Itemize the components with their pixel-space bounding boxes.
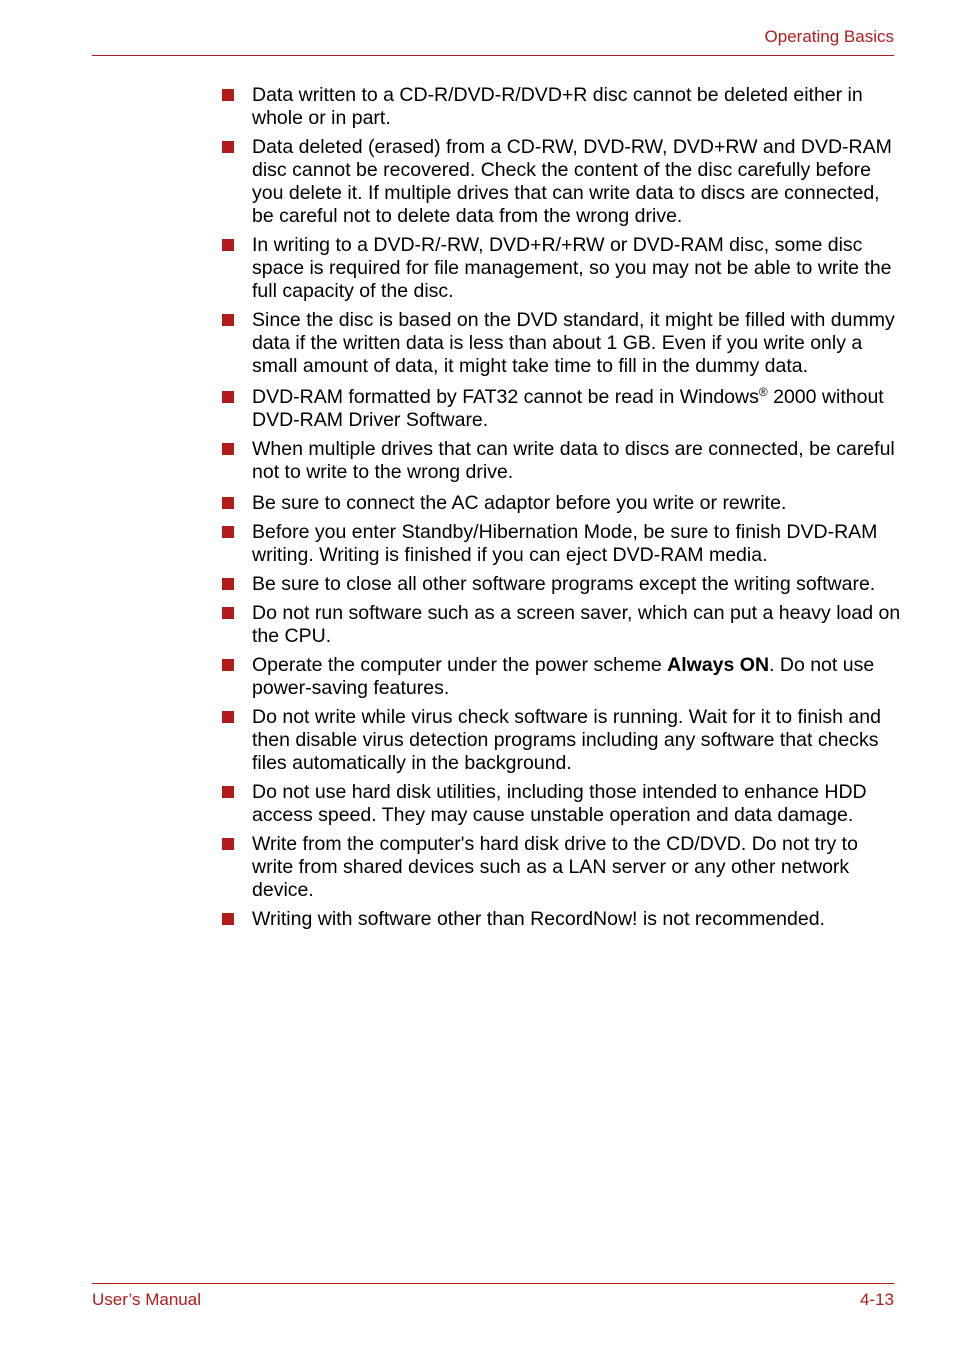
notes-bullet-list <box>222 84 902 937</box>
square-bullet-icon <box>222 89 234 101</box>
square-bullet-icon <box>222 314 234 326</box>
bullet-item <box>222 573 902 596</box>
bullet-text: In writing to a DVD-R/-RW, DVD+R/+RW or DVD-RAM disc, some disc space is required for file management, so you may not be able to write the full capacity of the disc. <box>252 234 892 302</box>
bullet-item <box>222 84 902 130</box>
square-bullet-icon <box>222 913 234 925</box>
bullet-text: Do not use hard disk utilities, including those intended to enhance HDD access speed. They may cause unstable operation and data damage. <box>252 781 867 826</box>
bullet-item <box>222 781 902 827</box>
square-bullet-icon <box>222 659 234 671</box>
square-bullet-icon <box>222 497 234 509</box>
footer-page-number: 4-13 <box>859 1290 894 1309</box>
bullet-text: Before you enter Standby/Hibernation Mode, be sure to finish DVD-RAM writing. Writing is finished if you can eject DVD-RAM media. <box>252 521 878 566</box>
square-bullet-icon <box>222 838 234 850</box>
page-header-title: Operating Basics <box>764 27 894 46</box>
bullet-item <box>222 438 902 484</box>
bullet-text: Since the disc is based on the DVD standard, it might be filled with dummy data if the written data is less than about 1 GB. Even if you write only a small amount of data, it might take time to fill in the dummy data. <box>252 309 895 377</box>
square-bullet-icon <box>222 443 234 455</box>
square-bullet-icon <box>222 526 234 538</box>
bullet-text: Be sure to close all other software programs except the writing software. <box>252 573 876 595</box>
bullet-item <box>222 309 902 378</box>
registered-mark: ® <box>758 385 768 399</box>
footer-manual-title: User’s Manual <box>92 1290 201 1309</box>
bullet-text: When multiple drives that can write data to discs are connected, be careful not to write to the wrong drive. <box>252 438 895 483</box>
square-bullet-icon <box>222 141 234 153</box>
square-bullet-icon <box>222 711 234 723</box>
bullet-text: Be sure to connect the AC adaptor before you write or rewrite. <box>252 492 787 514</box>
bullet-item <box>222 136 902 228</box>
square-bullet-icon <box>222 239 234 251</box>
square-bullet-icon <box>222 786 234 798</box>
bullet-text: Data deleted (erased) from a CD-RW, DVD-RW, DVD+RW and DVD-RAM disc cannot be recovered. Check the content of the disc carefully before you delete it. If multiple drives that can write data to discs are connected, be careful not to delete data from the wrong drive. <box>252 136 892 227</box>
bullet-item <box>222 521 902 567</box>
bullet-text: Writing with software other than RecordNow! is not recommended. <box>252 908 825 930</box>
bullet-item <box>222 234 902 303</box>
bullet-item <box>222 386 902 432</box>
bullet-item <box>222 706 902 775</box>
bullet-text-part: 2000 without DVD-RAM Driver Software. <box>252 386 884 431</box>
bullet-text: Do not write while virus check software is running. Wait for it to finish and then disable virus detection programs including any software that checks files automatically in the background. <box>252 706 881 774</box>
footer-divider <box>92 1283 894 1284</box>
header-divider <box>92 55 894 56</box>
bullet-text: Write from the computer's hard disk drive to the CD/DVD. Do not try to write from shared devices such as a LAN server or any other network device. <box>252 833 858 901</box>
bullet-text-part: . Do not use power-saving features. <box>252 654 875 699</box>
square-bullet-icon <box>222 607 234 619</box>
square-bullet-icon <box>222 578 234 590</box>
power-scheme-name: Always ON <box>667 654 770 676</box>
bullet-item <box>222 833 902 902</box>
bullet-text-part: DVD-RAM formatted by FAT32 cannot be read in Windows <box>252 386 759 408</box>
bullet-text-part: Operate the computer under the power scheme <box>252 654 668 676</box>
bullet-text: Data written to a CD-R/DVD-R/DVD+R disc cannot be deleted either in whole or in part. <box>252 84 863 129</box>
bullet-item <box>222 908 902 931</box>
bullet-item <box>222 602 902 648</box>
square-bullet-icon <box>222 391 234 403</box>
bullet-item <box>222 492 902 515</box>
bullet-text: Do not run software such as a screen saver, which can put a heavy load on the CPU. <box>252 602 901 647</box>
bullet-item <box>222 654 902 700</box>
